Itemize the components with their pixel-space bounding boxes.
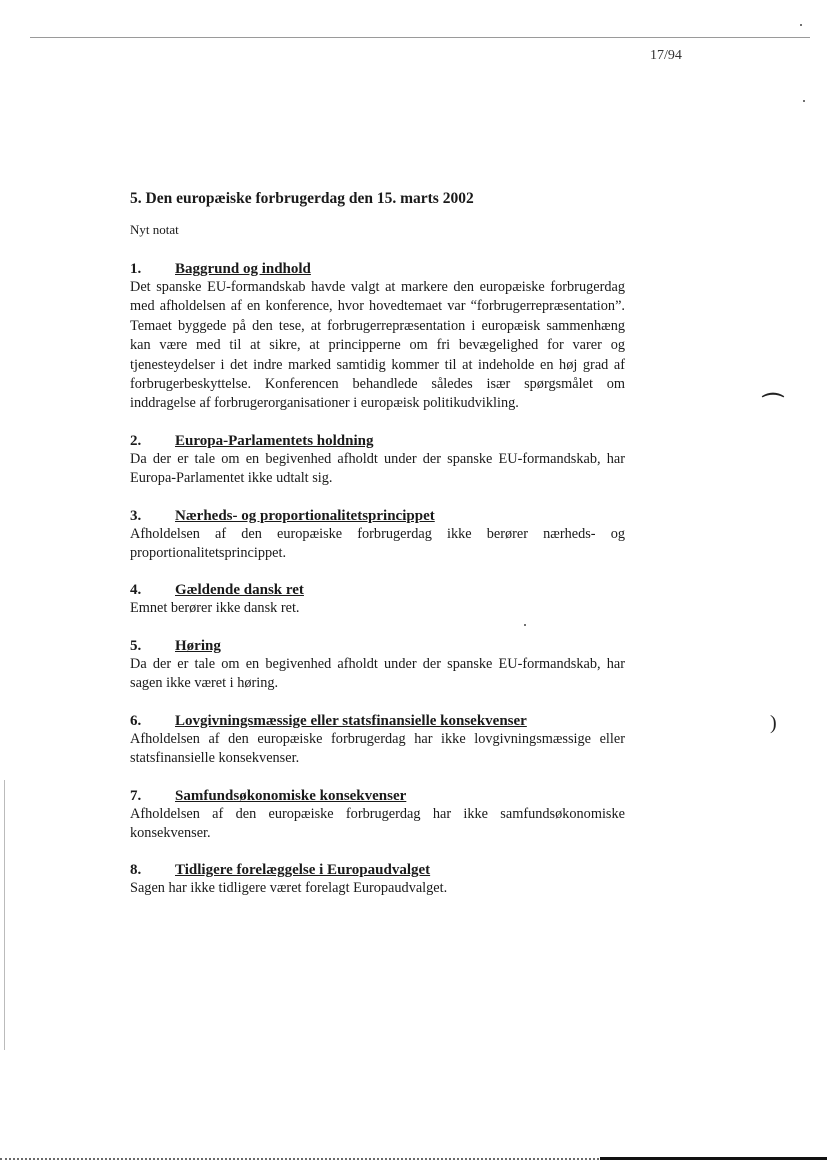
section-number: 1. bbox=[130, 261, 142, 277]
scan-left-edge bbox=[4, 780, 5, 1050]
section-heading bbox=[130, 507, 625, 525]
section-title: Samfundsøkonomiske konsekvenser bbox=[175, 787, 407, 804]
section-heading bbox=[130, 637, 625, 655]
section-title: Baggrund og indhold bbox=[175, 261, 311, 277]
scan-bottom-bar bbox=[600, 1157, 827, 1160]
section-title: Lovgivningsmæssige eller statsfinansielle konsekvenser bbox=[175, 712, 527, 729]
section-heading bbox=[130, 787, 625, 805]
scan-top-rule bbox=[30, 37, 810, 38]
section-heading bbox=[130, 260, 625, 278]
section-text: Emnet berører ikke dansk ret. bbox=[130, 600, 300, 617]
section-number: 5. bbox=[130, 637, 142, 654]
section-2 bbox=[130, 432, 625, 489]
section-title: Høring bbox=[175, 637, 221, 654]
section-text: Afholdelsen af den europæiske forbrugerdag har ikke samfundsøkonomiske konsekvenser. bbox=[130, 805, 625, 841]
section-text: Da der er tale om en begivenhed afholdt under der spanske EU-formandskab, har Europa-Parlamentet ikke udtalt sig. bbox=[130, 450, 625, 487]
section-text: Sagen har ikke tidligere været forelagt Europaudvalget. bbox=[130, 880, 448, 897]
section-3 bbox=[130, 507, 625, 564]
section-title: Tidligere forelæggelse i Europaudvalget bbox=[175, 862, 431, 879]
section-number: 3. bbox=[130, 507, 142, 524]
section-number: 6. bbox=[130, 712, 142, 729]
document-body bbox=[130, 190, 625, 917]
document-subtitle: Nyt notat bbox=[130, 222, 179, 237]
section-number: 2. bbox=[130, 432, 142, 449]
section-title: Europa-Parlamentets holdning bbox=[175, 432, 374, 449]
page-number: 17/94 bbox=[650, 48, 682, 63]
section-text: Da der er tale om en begivenhed afholdt under der spanske EU-formandskab, har sagen ikke været i høring. bbox=[130, 655, 625, 692]
scan-speck bbox=[800, 24, 802, 26]
section-title: Gældende dansk ret bbox=[175, 582, 304, 599]
section-heading bbox=[130, 861, 625, 879]
section-8 bbox=[130, 861, 625, 898]
scan-speck bbox=[803, 100, 805, 102]
section-heading bbox=[130, 712, 625, 730]
section-title: Nærheds- og proportionalitetsprincippet bbox=[175, 507, 435, 524]
section-text: Det spanske EU-formandskab havde valgt at markere den europæiske forbrugerdag med afholdelsen af en konference, hvor hovedtemaet var “forbrugerrepræsentation”. Temaet byggede på den tese, at forbrugerrepræsentation i europæisk sammenhæng kan være med til at sikre, at principperne om fri bevægelighed for varer og tjenesteydelser i det indre marked samtidig kommer til at indeholde en høj grad af forbrugerbeskyttelse. Konferencen behandlede således især spørgsmålet om inddragelse af forbrugerorganisationer i europæisk politikudvikling. bbox=[130, 279, 625, 412]
margin-hook-mark: ⌒ bbox=[762, 392, 785, 417]
section-number: 7. bbox=[130, 787, 142, 804]
section-5 bbox=[130, 637, 625, 694]
document-title: 5. Den europæiske forbrugerdag den 15. marts 2002 bbox=[130, 190, 474, 207]
margin-paren-mark: ) bbox=[770, 712, 777, 734]
section-4 bbox=[130, 581, 625, 618]
section-text: Afholdelsen af den europæiske forbrugerdag ikke berører nærheds- og proportionalitetsprincippet. bbox=[130, 525, 625, 562]
section-6 bbox=[130, 712, 625, 769]
section-heading bbox=[130, 432, 625, 450]
section-7 bbox=[130, 787, 625, 844]
section-1 bbox=[130, 260, 625, 414]
section-text: Afholdelsen af den europæiske forbrugerdag har ikke lovgivningsmæssige eller statsfinansielle konsekvenser. bbox=[130, 730, 625, 767]
section-number: 4. bbox=[130, 582, 142, 599]
section-number: 8. bbox=[130, 862, 142, 879]
section-heading bbox=[130, 581, 625, 599]
